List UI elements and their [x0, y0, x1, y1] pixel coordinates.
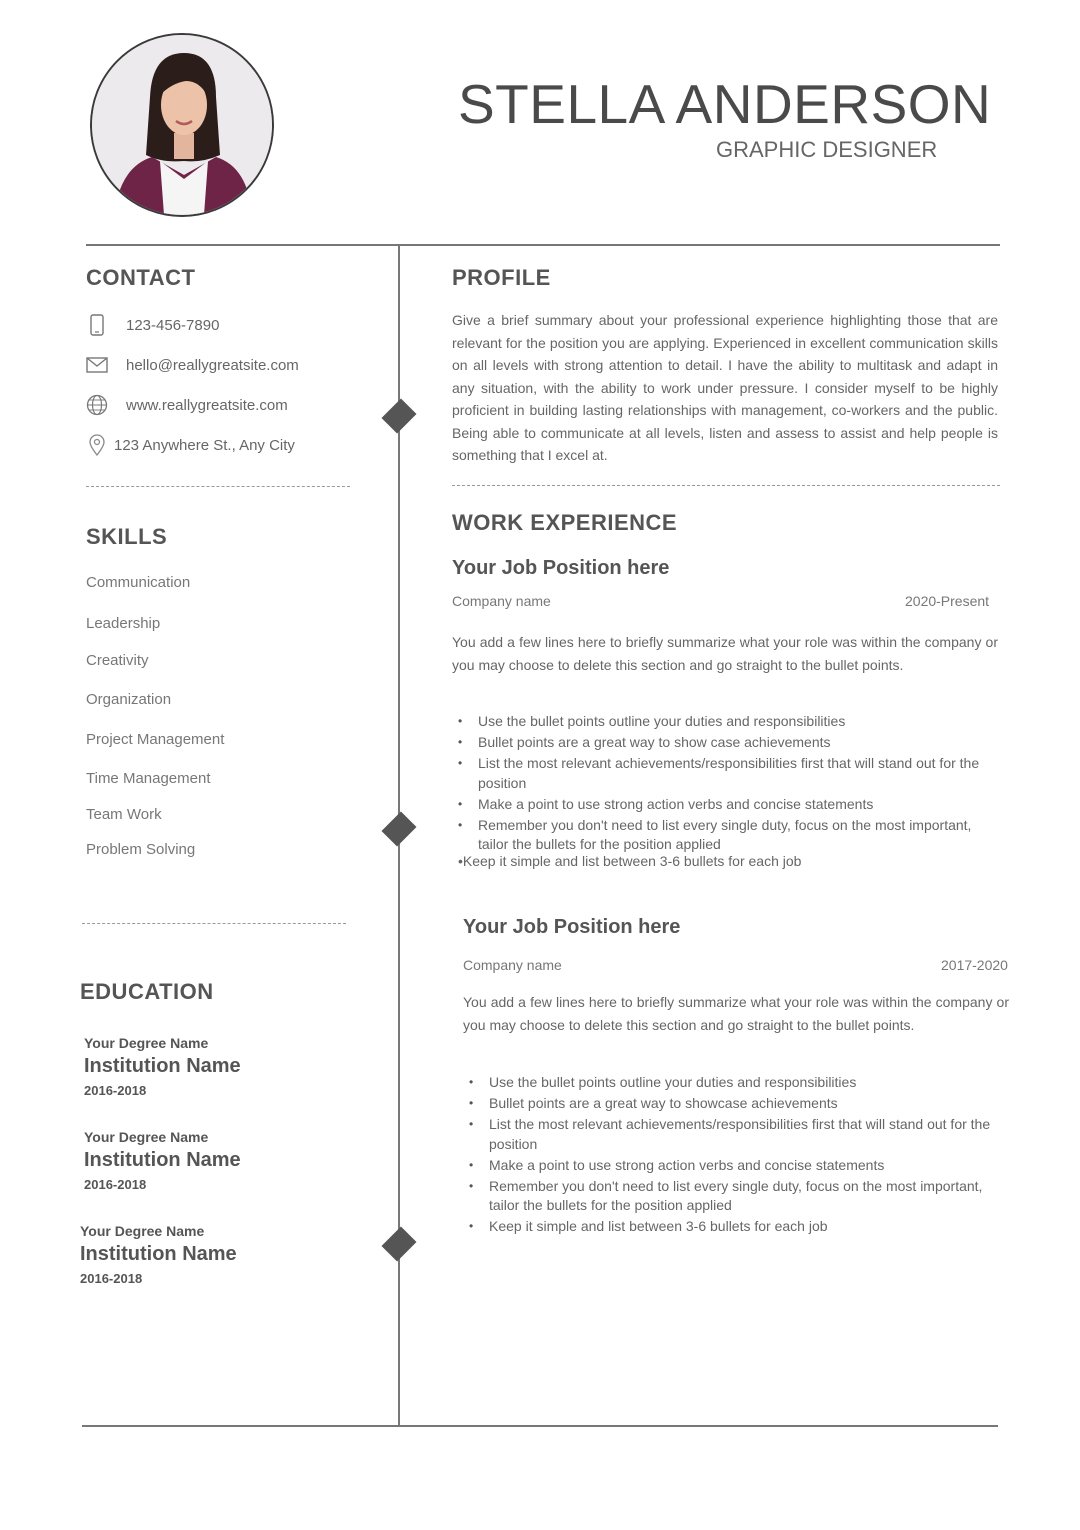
skill-item: Time Management	[86, 770, 211, 787]
envelope-icon	[86, 354, 108, 376]
skill-item: Creativity	[86, 652, 149, 669]
skill-item: Project Management	[86, 731, 225, 748]
website-link[interactable]: www.reallygreatsite.com	[126, 396, 288, 414]
portrait-image	[92, 35, 272, 215]
candidate-name: STELLA ANDERSON	[458, 73, 992, 135]
education-years: 2016-2018	[84, 1177, 147, 1192]
job-company: Company name	[452, 593, 551, 609]
job-note: •Keep it simple and list between 3-6 bullets for each job	[458, 853, 802, 869]
contact-heading: CONTACT	[86, 265, 196, 290]
candidate-title: GRAPHIC DESIGNER	[716, 137, 938, 162]
skill-item: Organization	[86, 691, 172, 708]
contact-phone	[86, 314, 219, 336]
job-bullet: • Remember you don't need to list every single duty, focus on the most important, tailor the bullets for the position applied	[463, 1177, 1011, 1216]
skill-item: Leadership	[86, 615, 161, 632]
education-years: 2016-2018	[80, 1271, 143, 1286]
skill-item: Team Work	[86, 806, 162, 823]
timeline-diamond	[381, 1226, 416, 1261]
job-summary: You add a few lines here to briefly summarize what your role was within the company or you may choose to delete this section and go straight to the bullet points.	[463, 994, 1009, 1033]
work-experience-heading: WORK EXPERIENCE	[452, 510, 678, 535]
job-bullet: • Keep it simple and list between 3-6 bullets for each job	[463, 1217, 1011, 1237]
job-bullet: • Bullet points are a great way to show case achievements	[452, 733, 1000, 753]
contact-email	[86, 354, 299, 376]
contact-separator	[86, 486, 350, 487]
job-dates: 2020-Present	[905, 593, 990, 609]
job-position: Your Job Position here	[452, 557, 670, 579]
job-bullet: • Remember you don't need to list every single duty, focus on the most important, tailor the bullets for the position applied	[452, 816, 1000, 855]
job-bullet: • Make a point to use strong action verbs and concise statements	[452, 795, 1000, 815]
job-bullets	[452, 712, 1000, 856]
job-bullet: • List the most relevant achievements/responsibilities first that will stand out for the position	[452, 754, 1000, 793]
footer-divider	[82, 1425, 998, 1427]
education-degree: Your Degree Name	[80, 1223, 205, 1239]
phone-text: 123-456-7890	[126, 316, 220, 334]
job-bullet: • Use the bullet points outline your duties and responsibilities	[463, 1073, 1011, 1093]
phone-icon	[86, 314, 108, 336]
education-heading: EDUCATION	[80, 979, 214, 1004]
email-link[interactable]: hello@reallygreatsite.com	[126, 356, 299, 374]
job-summary: You add a few lines here to briefly summarize what your role was within the company or you may choose to delete this section and go straight to the bullet points.	[452, 634, 998, 673]
contact-address	[86, 434, 295, 456]
job-bullet: • Make a point to use strong action verbs and concise statements	[463, 1156, 1011, 1176]
profile-separator	[452, 485, 1000, 486]
education-degree: Your Degree Name	[84, 1129, 209, 1145]
job-bullets	[463, 1073, 1011, 1238]
skills-heading: SKILLS	[86, 524, 168, 549]
header-divider	[86, 244, 1000, 246]
address-text: 123 Anywhere St., Any City	[114, 436, 295, 454]
profile-summary: Give a brief summary about your professional experience highlighting those that are relevant for the position you are applying. Experienced in excellent communication skills on all levels with strong attention to detail. I have the ability to multitask and adapt in any situation, with the ability to work under pressure. I consider myself to be highly proficient in building lasting relationships with management, co-workers and the public. Being able to communicate at all levels, listen and assess to assist and help people is something that I excel at.	[452, 312, 998, 463]
profile-heading: PROFILE	[452, 265, 551, 290]
location-pin-icon	[86, 434, 108, 456]
education-institution: Institution Name	[84, 1149, 241, 1171]
education-institution: Institution Name	[80, 1243, 237, 1265]
skills-separator	[82, 923, 346, 924]
globe-icon	[86, 394, 108, 416]
timeline-diamond	[381, 811, 416, 846]
job-bullet: • List the most relevant achievements/responsibilities first that will stand out for the position	[463, 1115, 1011, 1154]
profile-photo	[90, 33, 274, 217]
timeline-diamond	[381, 398, 416, 433]
skill-item: Problem Solving	[86, 841, 196, 858]
job-bullet: • Use the bullet points outline your duties and responsibilities	[452, 712, 1000, 732]
education-years: 2016-2018	[84, 1083, 147, 1098]
job-dates: 2017-2020	[941, 957, 1008, 973]
education-institution: Institution Name	[84, 1055, 241, 1077]
job-company: Company name	[463, 957, 562, 973]
contact-website	[86, 394, 288, 416]
skill-item: Communication	[86, 574, 191, 591]
education-degree: Your Degree Name	[84, 1035, 209, 1051]
job-bullet: • Bullet points are a great way to showcase achievements	[463, 1094, 1011, 1114]
job-position: Your Job Position here	[463, 916, 681, 938]
